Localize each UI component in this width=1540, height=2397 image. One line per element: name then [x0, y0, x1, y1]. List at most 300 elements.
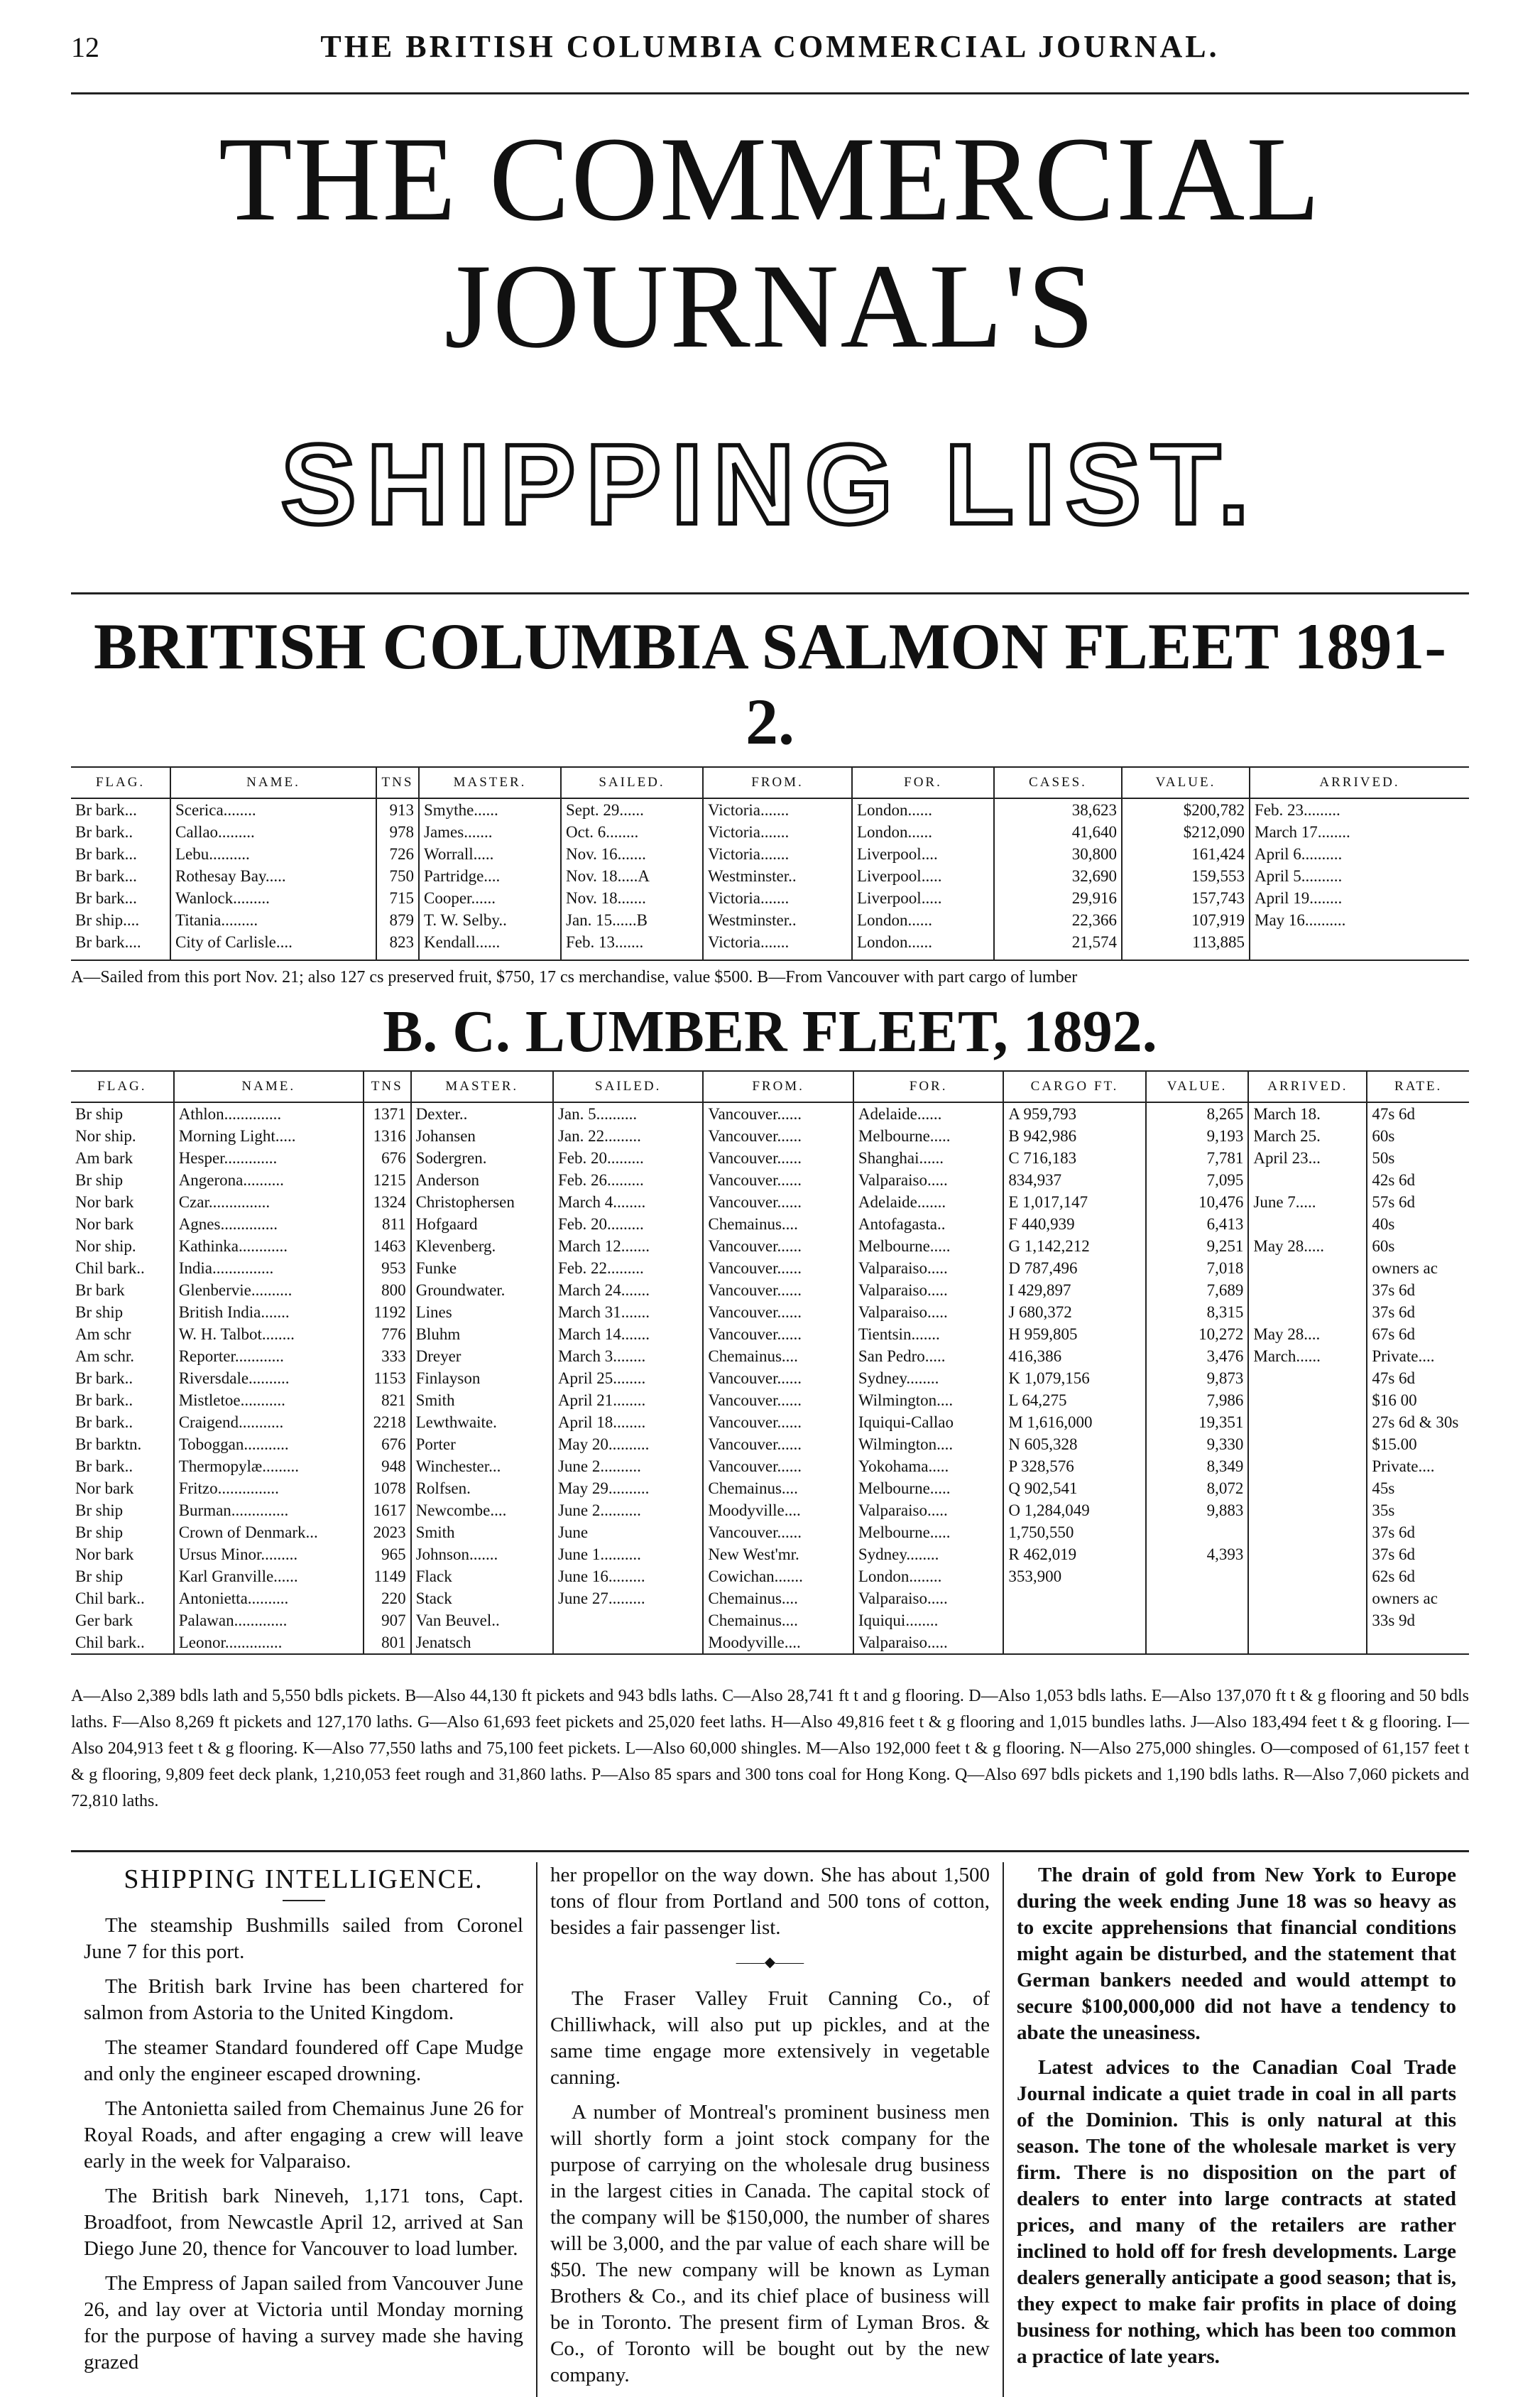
table-cell — [1248, 1279, 1367, 1301]
column-header: VALUE. — [1122, 768, 1250, 798]
table-cell: June 27......... — [553, 1587, 703, 1609]
table-cell: Riversdale.......... — [174, 1367, 364, 1389]
table-cell: Vancouver...... — [703, 1235, 853, 1257]
table-cell: Melbourne..... — [853, 1521, 1003, 1543]
table-cell: Athlon.............. — [174, 1102, 364, 1125]
column-header: NAME. — [170, 768, 376, 798]
table-cell: Feb. 20......... — [553, 1147, 703, 1169]
running-head — [71, 28, 1469, 94]
table-row — [71, 1147, 1469, 1169]
salmon-fleet-title: BRITISH COLUMBIA SALMON FLEET 1891-2. — [93, 610, 1447, 758]
table-cell: London...... — [852, 931, 994, 960]
table-cell — [1146, 1521, 1249, 1543]
table-cell: 750 — [376, 865, 419, 887]
table-row — [71, 1257, 1469, 1279]
column-header: ARRIVED. — [1248, 1072, 1367, 1102]
table-cell: May 16.......... — [1255, 911, 1346, 929]
table-cell: Van Beuvel.. — [411, 1609, 553, 1631]
table-cell: April 25........ — [553, 1367, 703, 1389]
table-cell: 676 — [364, 1147, 411, 1169]
table-cell: San Pedro..... — [853, 1345, 1003, 1367]
table-cell: Funke — [411, 1257, 553, 1279]
column-header: FROM. — [703, 1072, 853, 1102]
table-cell: Nor bark — [71, 1191, 174, 1213]
table-row — [71, 1521, 1469, 1543]
table-row — [71, 1125, 1469, 1147]
table-cell: April 23... — [1248, 1147, 1367, 1169]
table-cell — [1248, 1213, 1367, 1235]
column-header: SAILED. — [561, 768, 703, 798]
table-cell — [1248, 1169, 1367, 1191]
table-cell: 157,743 — [1122, 887, 1250, 909]
column-middle — [536, 1862, 1003, 2397]
table-cell: 27s 6d & 30s — [1372, 1413, 1459, 1431]
table-cell: 37s 6d — [1372, 1281, 1416, 1299]
table-cell: 2023 — [364, 1521, 411, 1543]
table-cell: 41,640 — [994, 821, 1122, 843]
table-cell: Scerica........ — [170, 798, 376, 821]
table-cell: Smith — [411, 1389, 553, 1411]
table-cell: Valparaiso..... — [853, 1257, 1003, 1279]
table-cell: May 28..... — [1248, 1235, 1367, 1257]
journal-name: THE BRITISH COLUMBIA COMMERCIAL JOURNAL. — [320, 29, 1220, 64]
table-cell: City of Carlisle.... — [170, 931, 376, 960]
table-cell: 38,623 — [994, 798, 1122, 821]
column-shipping-intelligence — [71, 1862, 536, 2397]
table-cell: owners ac — [1372, 1259, 1438, 1277]
table-cell: 416,386 — [1003, 1345, 1145, 1367]
table-cell: Sydney........ — [853, 1367, 1003, 1389]
table-cell: Br bark... — [71, 865, 170, 887]
table-cell: Flack — [411, 1565, 553, 1587]
table-cell: Chil bark.. — [71, 1631, 174, 1653]
article-paragraph: The steamer Standard foundered off Cape Mudge and only the engineer escaped drowning. — [84, 2036, 523, 2085]
table-cell: Fritzo............... — [174, 1477, 364, 1499]
table-cell: June 2.......... — [553, 1455, 703, 1477]
table-cell: Nor bark — [71, 1213, 174, 1235]
article-paragraph: The steamship Bushmills sailed from Coronel June 7 for this port. — [84, 1914, 523, 1963]
table-cell: March...... — [1248, 1345, 1367, 1367]
article-paragraph: The Empress of Japan sailed from Vancouver June 26, and lay over at Victoria until Monday morning for the purpose of having a survey made she having grazed — [84, 2272, 523, 2374]
table-cell: F 440,939 — [1003, 1213, 1145, 1235]
table-cell: Victoria....... — [703, 931, 852, 960]
table-cell: Br bark... — [71, 843, 170, 865]
table-cell: 333 — [364, 1345, 411, 1367]
table-cell: June 2.......... — [553, 1499, 703, 1521]
table-cell: Lewthwaite. — [411, 1411, 553, 1433]
table-cell: Liverpool..... — [852, 865, 994, 887]
table-cell: 7,689 — [1146, 1279, 1249, 1301]
table-cell: Cowichan....... — [703, 1565, 853, 1587]
table-cell: 47s 6d — [1372, 1105, 1416, 1123]
table-cell: 776 — [364, 1323, 411, 1345]
table-row — [71, 1191, 1469, 1213]
table-cell: 1078 — [364, 1477, 411, 1499]
table-cell: 4,393 — [1146, 1543, 1249, 1565]
table-cell: Br bark.. — [71, 1455, 174, 1477]
column-header: MASTER. — [419, 768, 561, 798]
table-row — [71, 1477, 1469, 1499]
column-header: FROM. — [703, 768, 852, 798]
table-cell: 7,781 — [1146, 1147, 1249, 1169]
table-cell: Iquiqui-Callao — [853, 1411, 1003, 1433]
column-right — [1003, 1862, 1469, 2397]
table-cell: India............... — [174, 1257, 364, 1279]
table-cell: Valparaiso..... — [853, 1631, 1003, 1653]
table-cell: A 959,793 — [1003, 1102, 1145, 1125]
article-paragraph: The British bark Nineveh, 1,171 tons, Capt. Broadfoot, from Newcastle April 12, arrived at San Diego June 20, thence for Vancouver to load lumber. — [84, 2185, 523, 2260]
table-cell: 22,366 — [994, 909, 1122, 931]
table-cell: Sodergren. — [411, 1147, 553, 1169]
table-cell: Br ship — [71, 1499, 174, 1521]
table-cell — [1248, 1565, 1367, 1587]
table-cell: Antonietta.......... — [174, 1587, 364, 1609]
table-header-row — [71, 1072, 1469, 1102]
table-cell: Titania......... — [170, 909, 376, 931]
table-cell: James....... — [419, 821, 561, 843]
table-cell: 9,873 — [1146, 1367, 1249, 1389]
table-cell: P 328,576 — [1003, 1455, 1145, 1477]
table-cell: Vancouver...... — [703, 1433, 853, 1455]
table-cell: 1149 — [364, 1565, 411, 1587]
table-cell — [553, 1631, 703, 1653]
table-cell: 948 — [364, 1455, 411, 1477]
table-cell: Westminster.. — [703, 865, 852, 887]
table-cell: March 31....... — [553, 1301, 703, 1323]
table-cell: Br bark... — [71, 798, 170, 821]
table-cell: 726 — [376, 843, 419, 865]
table-cell — [1248, 1477, 1367, 1499]
table-cell: 821 — [364, 1389, 411, 1411]
table-cell: Dexter.. — [411, 1102, 553, 1125]
table-cell: E 1,017,147 — [1003, 1191, 1145, 1213]
table-cell: Br bark.... — [71, 931, 170, 960]
ornament-divider-icon: ——◆—— — [736, 1955, 804, 1970]
table-cell: London...... — [852, 909, 994, 931]
page-number: 12 — [71, 31, 99, 63]
table-cell: 32,690 — [994, 865, 1122, 887]
table-cell: June 1.......... — [553, 1543, 703, 1565]
table-cell: 801 — [364, 1631, 411, 1653]
table-cell: 9,251 — [1146, 1235, 1249, 1257]
column-header: VALUE. — [1146, 1072, 1249, 1102]
table-cell: May 20.......... — [553, 1433, 703, 1455]
table-cell — [1248, 1587, 1367, 1609]
table-cell: 8,349 — [1146, 1455, 1249, 1477]
table-cell: D 787,496 — [1003, 1257, 1145, 1279]
table-cell: 823 — [376, 931, 419, 960]
table-row — [71, 1499, 1469, 1521]
table-cell: March 3........ — [553, 1345, 703, 1367]
table-cell: W. H. Talbot........ — [174, 1323, 364, 1345]
table-cell: 978 — [376, 821, 419, 843]
table-cell: Klevenberg. — [411, 1235, 553, 1257]
table-cell: Chil bark.. — [71, 1587, 174, 1609]
table-cell: 8,072 — [1146, 1477, 1249, 1499]
table-cell — [1248, 1455, 1367, 1477]
table-cell: Adelaide....... — [853, 1191, 1003, 1213]
table-cell: Vancouver...... — [703, 1125, 853, 1147]
table-cell: R 462,019 — [1003, 1543, 1145, 1565]
table-cell: Moodyville.... — [703, 1631, 853, 1653]
table-cell: Westminster.. — [703, 909, 852, 931]
table-cell: March 25. — [1248, 1125, 1367, 1147]
table-row — [71, 1169, 1469, 1191]
table-row — [71, 887, 1469, 909]
table-row — [71, 1455, 1469, 1477]
table-cell: Dreyer — [411, 1345, 553, 1367]
table-cell: 965 — [364, 1543, 411, 1565]
table-cell: 19,351 — [1146, 1411, 1249, 1433]
table-cell: Stack — [411, 1587, 553, 1609]
table-cell: Vancouver...... — [703, 1521, 853, 1543]
lumber-footnotes: A—Also 2,389 bdls lath and 5,550 bdls pickets. B—Also 44,130 ft pickets and 943 bdls laths. C—Also 28,741 ft t and g flooring. D—Also 1,053 bdls laths. E—Also 137,070 ft t & g flooring and 50 bdls laths. F—Also 8,269 ft pickets and 127,170 laths. G—Also 61,693 feet pickets and 25,020 feet laths. H—Also 49,816 feet t & g flooring and 1,015 bundles laths. J—Also 183,494 feet t & g flooring. I—Also 204,913 feet t & g flooring. K—Also 77,550 laths and 75,100 feet pickets. L—Also 60,000 shingles. M—Also 192,000 feet t & g flooring. N—Also 275,000 shingles. O—composed of 61,157 feet t & g flooring, 9,809 feet deck plank, 1,210,053 feet rough and 31,860 laths. P—Also 85 spars and 300 tons coal for Hong Kong. Q—Also 697 bdls pickets and 1,190 bdls laths. R—Also 7,060 pickets and 72,810 laths. — [71, 1687, 1469, 1810]
table-cell: Groundwater. — [411, 1279, 553, 1301]
table-cell: Bluhm — [411, 1323, 553, 1345]
table-cell: Feb. 26......... — [553, 1169, 703, 1191]
article-paragraph: The Fraser Valley Fruit Canning Co., of Chilliwhack, will also put up pickles, and at the same time engage more extensively in vegetable canning. — [550, 1987, 990, 2089]
table-cell: Agnes.............. — [174, 1213, 364, 1235]
table-cell: Chemainus.... — [703, 1587, 853, 1609]
table-cell: Lebu.......... — [170, 843, 376, 865]
table-cell: Johansen — [411, 1125, 553, 1147]
table-cell: Br bark.. — [71, 1411, 174, 1433]
table-cell: Partridge.... — [419, 865, 561, 887]
table-cell: 10,476 — [1146, 1191, 1249, 1213]
table-cell: 7,986 — [1146, 1389, 1249, 1411]
table-cell: 1324 — [364, 1191, 411, 1213]
table-row — [71, 1345, 1469, 1367]
article-paragraph: A number of Montreal's prominent business men will shortly form a joint stock company for the purpose of carrying on the wholesale drug business in the largest cities in Canada. The capital stock of the company will be $150,000, the number of shares will be 3,000, and the par value of each share will be $50. The new company will be known as Lyman Brothers & Co., and its chief place of business will be in Toronto. The present firm of Lyman Bros. & Co., of Toronto will be bought out by the new company. — [550, 2101, 990, 2386]
table-cell: June — [553, 1521, 703, 1543]
table-cell: Vancouver...... — [703, 1301, 853, 1323]
table-cell: 879 — [376, 909, 419, 931]
table-cell: Q 902,541 — [1003, 1477, 1145, 1499]
table-cell: 62s 6d — [1372, 1567, 1416, 1585]
table-cell: 57s 6d — [1372, 1193, 1416, 1211]
table-cell: Vancouver...... — [703, 1411, 853, 1433]
table-cell: Oct. 6........ — [561, 821, 703, 843]
table-cell: Smith — [411, 1521, 553, 1543]
table-cell: 1,750,550 — [1003, 1521, 1145, 1543]
table-cell: Liverpool..... — [852, 887, 994, 909]
table-cell: Sydney........ — [853, 1543, 1003, 1565]
table-cell: Chemainus.... — [703, 1477, 853, 1499]
table-cell: C 716,183 — [1003, 1147, 1145, 1169]
table-cell: Vancouver...... — [703, 1279, 853, 1301]
table-cell: 67s 6d — [1372, 1325, 1416, 1343]
table-cell: T. W. Selby.. — [419, 909, 561, 931]
table-cell: O 1,284,049 — [1003, 1499, 1145, 1521]
table-cell: Valparaiso..... — [853, 1499, 1003, 1521]
table-cell: Rolfsen. — [411, 1477, 553, 1499]
table-cell: Br bark.. — [71, 1367, 174, 1389]
table-cell: London........ — [853, 1565, 1003, 1587]
article-columns — [71, 1850, 1469, 2397]
article-paragraph: The drain of gold from New York to Europe during the week ending June 18 was so heavy as to excite apprehensions that financial conditions might again be disturbed, and the statement that German bankers needed and would attempt to secure $100,000,000 did not have a tendency to abate the uneasiness. — [1017, 1864, 1456, 2044]
table-cell: M 1,616,000 — [1003, 1411, 1145, 1433]
table-cell: 33s 9d — [1372, 1611, 1416, 1629]
table-cell: March 18. — [1248, 1102, 1367, 1125]
table-cell: Palawan............. — [174, 1609, 364, 1631]
table-cell: K 1,079,156 — [1003, 1367, 1145, 1389]
table-cell: 9,330 — [1146, 1433, 1249, 1455]
table-cell — [553, 1609, 703, 1631]
column-header: FLAG. — [71, 1072, 174, 1102]
table-cell — [1003, 1631, 1145, 1653]
table-cell: 220 — [364, 1587, 411, 1609]
table-cell: 159,553 — [1122, 865, 1250, 887]
table-cell: Kendall...... — [419, 931, 561, 960]
table-cell: 834,937 — [1003, 1169, 1145, 1191]
table-cell: 2218 — [364, 1411, 411, 1433]
table-cell — [1146, 1609, 1249, 1631]
table-cell — [1248, 1631, 1367, 1653]
table-row — [71, 1587, 1469, 1609]
table-cell — [1248, 1411, 1367, 1433]
table-cell: Private.... — [1372, 1347, 1435, 1365]
table-cell: Adelaide...... — [853, 1102, 1003, 1125]
table-cell: Vancouver...... — [703, 1191, 853, 1213]
table-cell: Melbourne..... — [853, 1125, 1003, 1147]
table-cell: Am bark — [71, 1147, 174, 1169]
table-cell: Chemainus.... — [703, 1609, 853, 1631]
table-cell: G 1,142,212 — [1003, 1235, 1145, 1257]
table-cell: 50s — [1372, 1149, 1395, 1167]
table-cell: 9,883 — [1146, 1499, 1249, 1521]
table-cell: Vancouver...... — [703, 1169, 853, 1191]
table-cell: Christophersen — [411, 1191, 553, 1213]
table-cell: Br ship.... — [71, 909, 170, 931]
table-cell: 10,272 — [1146, 1323, 1249, 1345]
table-cell: 1463 — [364, 1235, 411, 1257]
table-row — [71, 1367, 1469, 1389]
table-cell: Nov. 18....... — [561, 887, 703, 909]
table-cell: 9,193 — [1146, 1125, 1249, 1147]
article-paragraph: her propellor on the way down. She has about 1,500 tons of flour from Portland and 500 tons of cotton, besides a fair passenger list. — [550, 1864, 990, 1939]
lumber-fleet-table — [71, 1072, 1469, 1653]
table-row — [71, 865, 1469, 887]
table-cell: Moodyville.... — [703, 1499, 853, 1521]
table-cell — [1248, 1257, 1367, 1279]
table-cell — [1248, 1499, 1367, 1521]
table-cell: 913 — [376, 798, 419, 821]
table-cell: 811 — [364, 1213, 411, 1235]
table-cell: London...... — [852, 798, 994, 821]
table-cell: 1192 — [364, 1301, 411, 1323]
table-cell: Shanghai...... — [853, 1147, 1003, 1169]
table-cell: Sept. 29...... — [561, 798, 703, 821]
table-cell: 8,315 — [1146, 1301, 1249, 1323]
table-cell: Vancouver...... — [703, 1147, 853, 1169]
table-cell: June 16......... — [553, 1565, 703, 1587]
table-cell: Valparaiso..... — [853, 1587, 1003, 1609]
table-row — [71, 931, 1469, 960]
table-cell: March 24....... — [553, 1279, 703, 1301]
table-row — [71, 909, 1469, 931]
table-cell: Liverpool.... — [852, 843, 994, 865]
table-cell — [1248, 1389, 1367, 1411]
table-cell: Valparaiso..... — [853, 1279, 1003, 1301]
table-cell: Am schr. — [71, 1345, 174, 1367]
table-cell: April 6.......... — [1255, 845, 1343, 863]
table-cell: Winchester... — [411, 1455, 553, 1477]
table-cell — [1367, 1631, 1469, 1653]
table-cell: Glenbervie.......... — [174, 1279, 364, 1301]
table-cell: Porter — [411, 1433, 553, 1455]
table-cell: Nov. 18.....A — [561, 865, 703, 887]
table-row — [71, 1213, 1469, 1235]
divider — [71, 1653, 1469, 1655]
table-cell: Worrall..... — [419, 843, 561, 865]
table-cell: Vancouver...... — [703, 1323, 853, 1345]
table-cell: Angerona.......... — [174, 1169, 364, 1191]
table-cell: 29,916 — [994, 887, 1122, 909]
table-header-row — [71, 768, 1469, 798]
table-cell: Victoria....... — [703, 798, 852, 821]
column-header: CASES. — [994, 768, 1122, 798]
table-cell: Wanlock......... — [170, 887, 376, 909]
table-cell: Victoria....... — [703, 887, 852, 909]
table-cell: Jenatsch — [411, 1631, 553, 1653]
table-cell: 60s — [1372, 1127, 1395, 1145]
table-cell — [1248, 1521, 1367, 1543]
table-cell: 953 — [364, 1257, 411, 1279]
table-cell: Private.... — [1372, 1457, 1435, 1475]
table-cell — [1248, 1609, 1367, 1631]
table-cell: 715 — [376, 887, 419, 909]
table-cell: 45s — [1372, 1479, 1395, 1497]
table-row — [71, 843, 1469, 865]
table-row — [71, 1565, 1469, 1587]
table-cell: $200,782 — [1122, 798, 1250, 821]
table-cell: Nor ship. — [71, 1125, 174, 1147]
table-cell — [1248, 1433, 1367, 1455]
table-cell: 60s — [1372, 1237, 1395, 1255]
column-header: SAILED. — [553, 1072, 703, 1102]
table-cell: Craigend........... — [174, 1411, 364, 1433]
table-row — [71, 1433, 1469, 1455]
table-cell: 6,413 — [1146, 1213, 1249, 1235]
table-cell: 800 — [364, 1279, 411, 1301]
table-cell: Kathinka............ — [174, 1235, 364, 1257]
table-cell: 353,900 — [1003, 1565, 1145, 1587]
table-cell: 676 — [364, 1433, 411, 1455]
table-cell: British India....... — [174, 1301, 364, 1323]
table-cell: Mistletoe........... — [174, 1389, 364, 1411]
table-cell: Jan. 15......B — [561, 909, 703, 931]
table-cell: Br ship — [71, 1521, 174, 1543]
table-cell: 3,476 — [1146, 1345, 1249, 1367]
table-cell: Yokohama..... — [853, 1455, 1003, 1477]
table-cell: 37s 6d — [1372, 1545, 1416, 1563]
table-row — [71, 821, 1469, 843]
table-cell: owners ac — [1372, 1589, 1438, 1607]
table-cell: Lines — [411, 1301, 553, 1323]
table-cell: 40s — [1372, 1215, 1395, 1233]
table-cell: 1215 — [364, 1169, 411, 1191]
table-cell: Reporter............ — [174, 1345, 364, 1367]
table-cell: Br bark... — [71, 887, 170, 909]
table-cell: Ger bark — [71, 1609, 174, 1631]
table-cell: Chemainus.... — [703, 1345, 853, 1367]
table-row — [71, 798, 1469, 821]
table-cell: Nor bark — [71, 1543, 174, 1565]
table-cell: Cooper...... — [419, 887, 561, 909]
divider — [71, 592, 1469, 594]
column-header: NAME. — [174, 1072, 364, 1102]
table-cell: March 4........ — [553, 1191, 703, 1213]
